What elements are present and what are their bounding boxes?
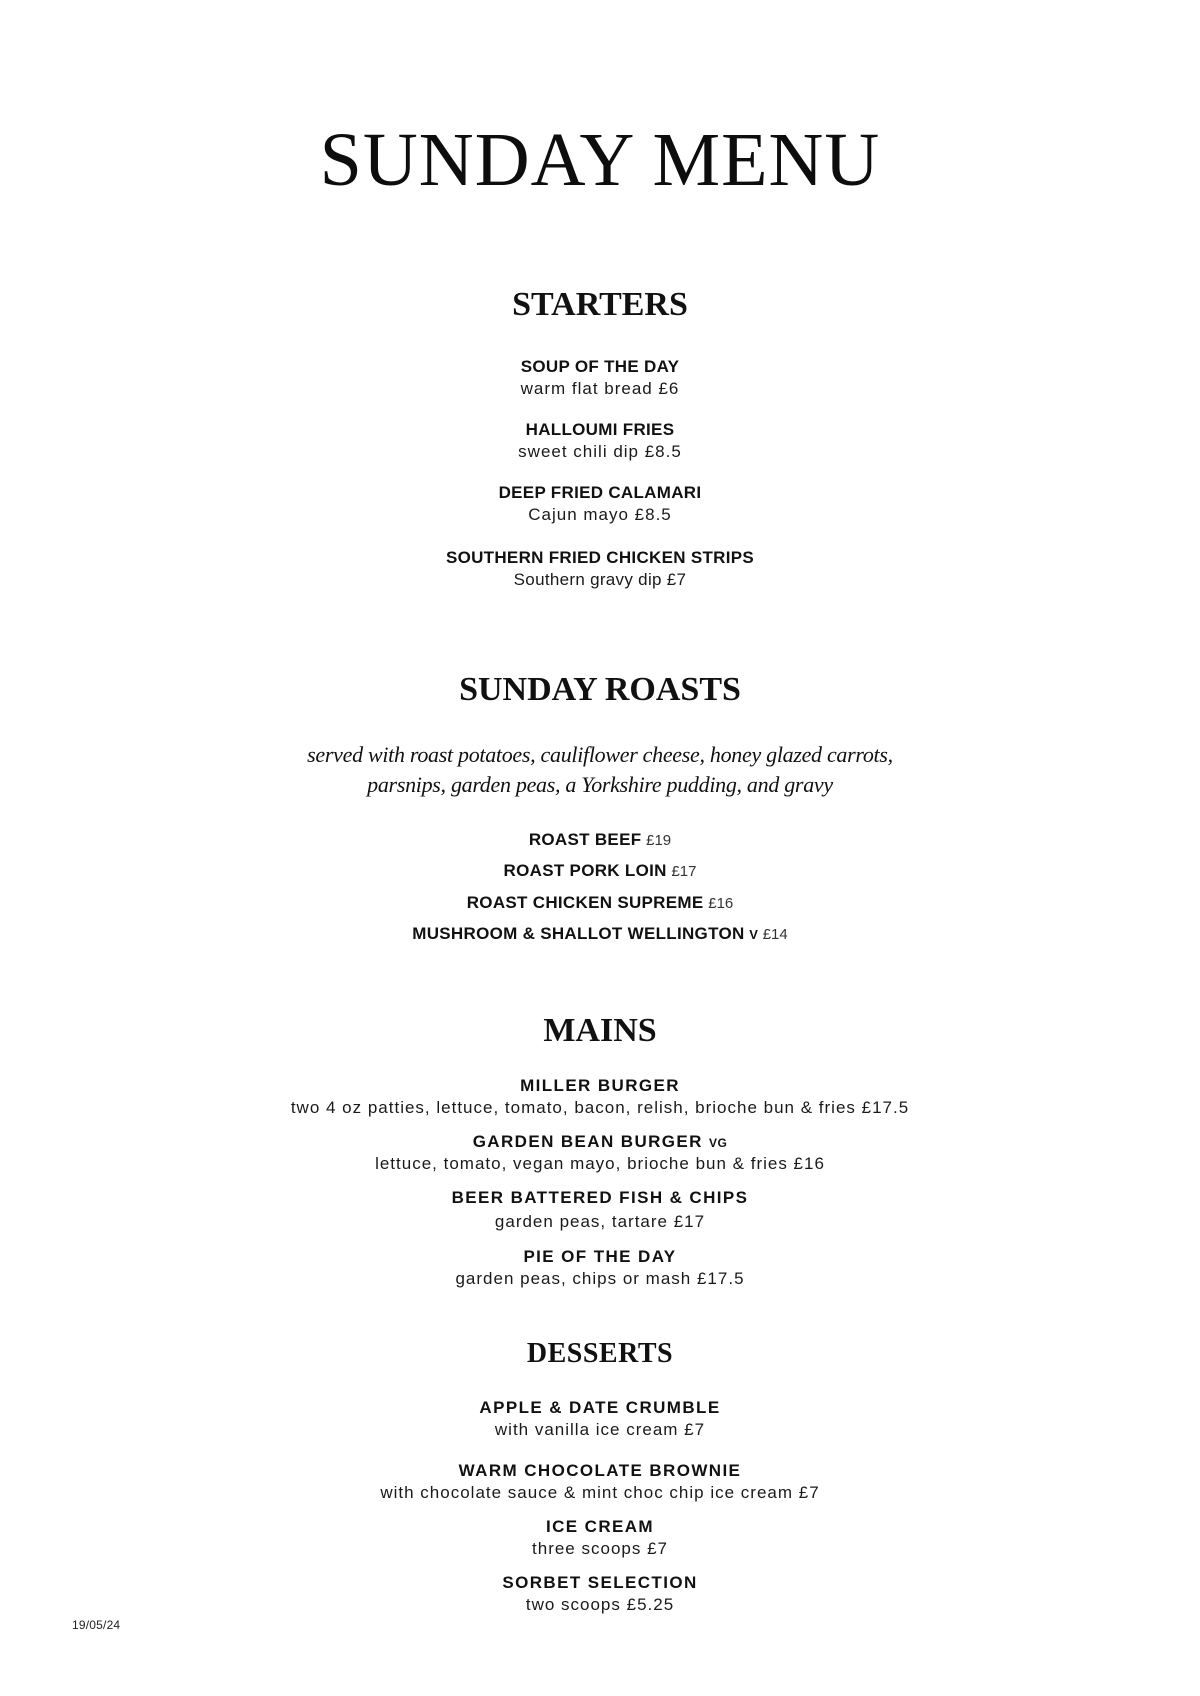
main-4-desc: garden peas, chips or mash £17.5 bbox=[455, 1269, 745, 1288]
roast-item bbox=[0, 925, 1200, 942]
dessert-2-desc: with chocolate sauce & mint choc chip ice cream £7 bbox=[380, 1483, 820, 1502]
roast-item-price: £19 bbox=[646, 832, 672, 849]
roast-item-name: ROAST PORK LOIN bbox=[503, 861, 667, 880]
roast-item-name: MUSHROOM & SHALLOT WELLINGTON bbox=[412, 924, 745, 943]
roast-item-price: £17 bbox=[671, 863, 697, 880]
roast-item bbox=[0, 862, 1200, 879]
starter-3-desc: Cajun mayo £8.5 bbox=[528, 505, 672, 524]
main-3-desc: garden peas, tartare £17 bbox=[494, 1212, 706, 1231]
roast-item-name: ROAST CHICKEN SUPREME bbox=[466, 893, 704, 912]
menu-date: 19/05/24 bbox=[72, 1618, 121, 1632]
starter-1-name: SOUP OF THE DAY bbox=[520, 357, 680, 376]
dessert-2-name: WARM CHOCOLATE BROWNIE bbox=[458, 1461, 742, 1480]
roasts-note bbox=[0, 740, 1200, 800]
roasts-note-line-1: served with roast potatoes, cauliflower cheese, honey glazed carrots, bbox=[307, 742, 893, 767]
main-3-name: BEER BATTERED FISH & CHIPS bbox=[451, 1188, 749, 1207]
desserts-heading: DESSERTS bbox=[526, 1338, 674, 1369]
main-1-name: MILLER BURGER bbox=[520, 1076, 680, 1095]
main-2-name-text: GARDEN BEAN BURGER bbox=[472, 1132, 703, 1151]
vegan-tag: VG bbox=[708, 1136, 728, 1150]
starter-4-desc: Southern gravy dip £7 bbox=[513, 570, 687, 589]
main-2-name bbox=[0, 1133, 1200, 1150]
mains-heading: MAINS bbox=[543, 1012, 657, 1049]
main-4-name: PIE OF THE DAY bbox=[523, 1247, 677, 1266]
page-title: SUNDAY MENU bbox=[319, 118, 881, 202]
starter-2-name: HALLOUMI FRIES bbox=[525, 420, 675, 439]
dessert-4-desc: two scoops £5.25 bbox=[525, 1595, 675, 1614]
roasts-note-line-2: parsnips, garden peas, a Yorkshire pudding, and gravy bbox=[367, 772, 833, 797]
starters-heading: STARTERS bbox=[512, 286, 688, 323]
dessert-3-name: ICE CREAM bbox=[546, 1517, 654, 1536]
starter-1-desc: warm flat bread £6 bbox=[520, 379, 680, 398]
main-1-desc: two 4 oz patties, lettuce, tomato, bacon, relish, brioche bun & fries £17.5 bbox=[290, 1098, 910, 1117]
roasts-heading: SUNDAY ROASTS bbox=[459, 671, 741, 708]
dessert-1-name: APPLE & DATE CRUMBLE bbox=[479, 1398, 721, 1417]
roast-item-name: ROAST BEEF bbox=[528, 830, 642, 849]
dessert-3-desc: three scoops £7 bbox=[532, 1539, 668, 1558]
roast-item bbox=[0, 894, 1200, 911]
main-2-desc: lettuce, tomato, vegan mayo, brioche bun & fries £16 bbox=[375, 1154, 825, 1173]
roast-item-price: £14 bbox=[762, 926, 788, 943]
roast-item-price: £16 bbox=[708, 895, 734, 912]
starter-2-desc: sweet chili dip £8.5 bbox=[518, 442, 682, 461]
vegetarian-tag: V bbox=[749, 927, 758, 942]
starter-4-name: SOUTHERN FRIED CHICKEN STRIPS bbox=[445, 548, 755, 567]
dessert-4-name: SORBET SELECTION bbox=[502, 1573, 698, 1592]
dessert-1-desc: with vanilla ice cream £7 bbox=[494, 1420, 706, 1439]
roast-item bbox=[0, 831, 1200, 848]
starter-3-name: DEEP FRIED CALAMARI bbox=[498, 483, 702, 502]
